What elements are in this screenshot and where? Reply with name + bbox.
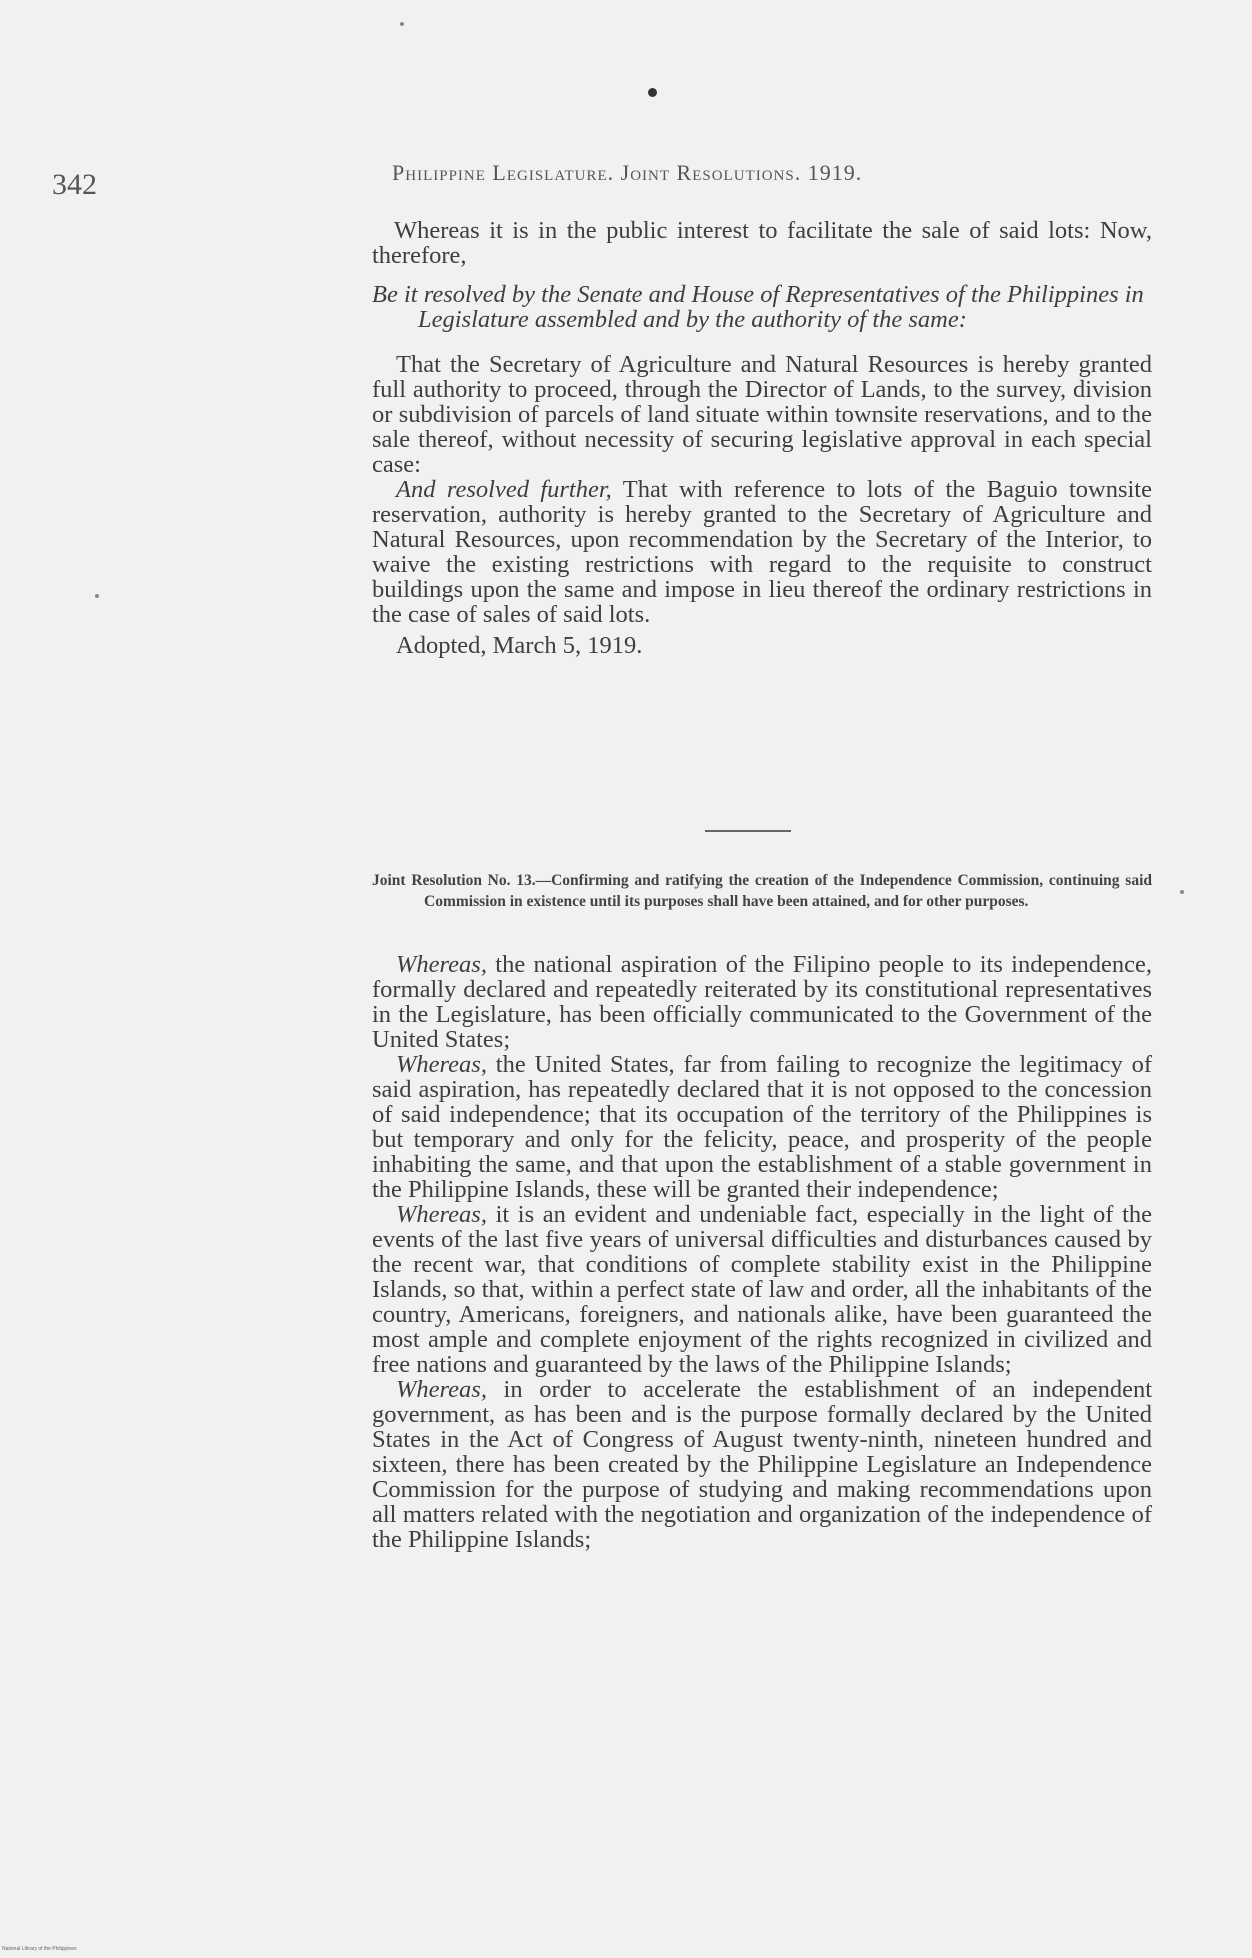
section-divider (705, 830, 791, 832)
whereas-text: in order to accelerate the establishment of an independent government, as has been and is the purpose formally declared by the United States in the Act of Congress of August twenty-ninth, nineteen hundred and sixteen, there has been created by the Philippine Legislature an Independence Commission for the purpose of studying and making recommendations upon all matters related with the negotiation and organization of the independence of the Philippine Islands; (372, 1376, 1152, 1553)
whereas-lead: Whereas, (396, 1201, 487, 1228)
running-head: Philippine Legislature. Joint Resolutions. 1919. (392, 160, 863, 185)
speck (1180, 890, 1184, 894)
joint-resolution-body (372, 952, 1152, 1552)
grant-paragraph: That the Secretary of Agriculture and Natural Resources is hereby granted full authority to proceed, through the Director of Lands, to the survey, division or subdivision of parcels of land situate within townsite reservations, and to the sale thereof, without necessity of securing legislative approval in each special case: (372, 351, 1152, 478)
further-text: That with reference to lots of the Baguio townsite reservation, authority is hereby granted to the Secretary of Agriculture and Natural Resources, upon recommendation by the Secretary of the Interior, to waive the existing restrictions with regard to the requisite to construct buildings upon the same and impose in lieu thereof the ordinary restrictions in the case of sales of said lots. (372, 476, 1152, 628)
adopted-date: Adopted, March 5, 1919. (396, 632, 643, 659)
speck (95, 594, 99, 598)
whereas-paragraph: Whereas it is in the public interest to facilitate the sale of said lots: Now, therefore, (372, 217, 1152, 269)
whereas-lead: Whereas, (396, 951, 487, 978)
whereas-lead: Whereas, (396, 1376, 487, 1403)
ink-spot (648, 88, 657, 97)
whereas-paragraph (372, 1377, 1152, 1552)
resolving-clause: Be it resolved by the Senate and House of Representatives of the Philippines in Legislature assembled and by the authority of the same: (372, 281, 1144, 333)
whereas-text: the national aspiration of the Filipino people to its independence, formally declared and repeatedly reiterated by its constitutional representatives in the Legislature, has been officially communicated to the Government of the United States; (372, 951, 1152, 1053)
whereas-text: it is an evident and undeniable fact, especially in the light of the events of the last five years of universal difficulties and disturbances caused by the recent war, that conditions of complete stability exist in the Philippine Islands, so that, within a perfect state of law and order, all the inhabitants of the country, Americans, foreigners, and nationals alike, have been guaranteed the most ample and complete enjoyment of the rights recognized in civilized and free nations and guaranteed by the laws of the Philippine Islands; (372, 1201, 1152, 1378)
page-number: 342 (52, 168, 97, 201)
further-resolution-paragraph (372, 477, 1152, 627)
library-footer: National Library of the Philippines (2, 1946, 77, 1952)
whereas-paragraph (372, 1202, 1152, 1377)
whereas-paragraph (372, 1052, 1152, 1202)
whereas-text: the United States, far from failing to recognize the legitimacy of said aspiration, has repeatedly declared that it is not opposed to the concession of said independence; that its occupation of the territory of the Philippines is but temporary and only for the felicity, peace, and prosperity of the people inhabiting the same, and that upon the establishment of a stable government in the Philippine Islands, these will be granted their independence; (372, 1051, 1152, 1203)
further-lead: And resolved further, (396, 476, 612, 503)
resolution-body (372, 218, 1152, 658)
whereas-paragraph (372, 952, 1152, 1052)
whereas-lead: Whereas, (396, 1051, 487, 1078)
speck (400, 22, 404, 26)
joint-resolution-heading: Joint Resolution No. 13.—Confirming and ratifying the creation of the Independence Commission, continuing said Commission in existence until its purposes shall have been attained, and for other purposes. (372, 872, 1152, 910)
